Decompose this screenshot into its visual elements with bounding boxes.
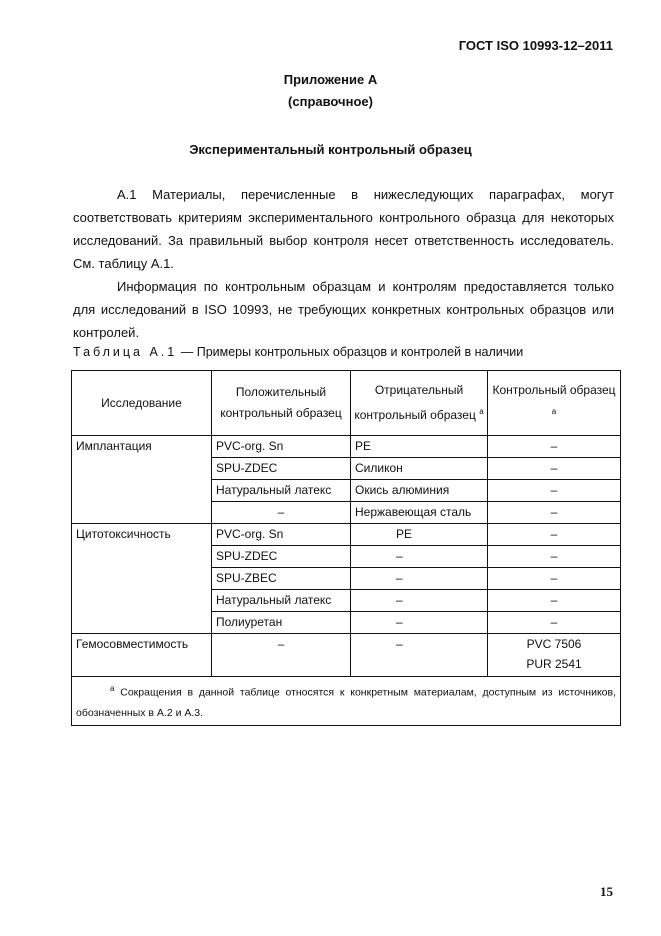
paragraph-a1 — [73, 183, 614, 275]
control-line: PUR 2541 — [526, 657, 582, 671]
cell-negative: Силикон — [351, 458, 488, 480]
cell-positive: – — [212, 502, 351, 524]
table-caption — [73, 345, 523, 359]
header-negative-text: Отрицательный контрольный образец — [354, 383, 476, 422]
cell-control: – — [488, 436, 621, 458]
cell-negative: – — [351, 634, 488, 677]
cell-control: – — [488, 524, 621, 546]
footnote-text: Сокращения в данной таблице относятся к конкретным материалам, доступным из источников, обозначенных в А.2 и А.3. — [76, 686, 616, 719]
study-implantation: Имплантация — [72, 436, 212, 524]
document-standard-header: ГОСТ ISO 10993-12–2011 — [458, 38, 613, 53]
cell-negative: Нержавеющая сталь — [351, 502, 488, 524]
cell-positive: Полиуретан — [212, 612, 351, 634]
header-control — [488, 371, 621, 436]
paragraph-a1-text: А.1 Материалы, перечисленные в нижеследующих параграфах, могут соответствовать критериям экспериментального контрольного образца для некоторых исследований. За правильный выбор контроля несет ответственность исследователь. См. таблицу А.1. — [73, 187, 614, 271]
header-positive: Положительный контрольный образец — [212, 371, 351, 436]
header-negative — [351, 371, 488, 436]
table-footnote-row — [72, 677, 621, 726]
appendix-subtitle: (справочное) — [288, 94, 373, 109]
cell-negative: – — [351, 612, 488, 634]
study-hemocompatibility: Гемосовместимость — [72, 634, 212, 677]
cell-negative: Окись алюминия — [351, 480, 488, 502]
cell-control: – — [488, 590, 621, 612]
cell-positive: SPU-ZBEC — [212, 568, 351, 590]
cell-control: – — [488, 480, 621, 502]
cell-control: – — [488, 612, 621, 634]
section-title: Экспериментальный контрольный образец — [189, 142, 472, 157]
appendix-title: Приложение А — [283, 72, 378, 87]
header-control-text: Контрольный образец — [492, 383, 616, 397]
table-caption-text: — Примеры контрольных образцов и контролей в наличии — [180, 345, 524, 359]
table-caption-label: Таблица А.1 — [73, 345, 178, 359]
cell-positive: – — [212, 634, 351, 677]
cell-control: – — [488, 458, 621, 480]
table-header-row — [72, 371, 621, 436]
cell-positive: SPU-ZDEC — [212, 546, 351, 568]
cell-control: – — [488, 502, 621, 524]
cell-control — [488, 634, 621, 677]
control-line: PVC 7506 — [526, 637, 582, 651]
page-number: 15 — [600, 884, 613, 899]
cell-positive: PVC-org. Sn — [212, 436, 351, 458]
cell-positive: Натуральный латекс — [212, 590, 351, 612]
header-control-note: а — [551, 407, 557, 416]
cell-control: – — [488, 546, 621, 568]
cell-positive: PVC-org. Sn — [212, 524, 351, 546]
header-negative-note: а — [479, 407, 484, 416]
cell-control: – — [488, 568, 621, 590]
table-row — [72, 524, 621, 546]
paragraph-info-text: Информация по контрольным образцам и контролям предоставляется только для исследований в ISO 10993, не требующих конкретных контрольных образцов или контролей. — [73, 279, 614, 340]
study-cytotoxicity: Цитотоксичность — [72, 524, 212, 634]
table-row — [72, 436, 621, 458]
header-study: Исследование — [72, 371, 212, 436]
footnote-mark: а — [110, 684, 115, 693]
cell-negative: PE — [351, 436, 488, 458]
cell-positive: SPU-ZDEC — [212, 458, 351, 480]
cell-negative: PE — [351, 524, 488, 546]
cell-negative: – — [351, 546, 488, 568]
controls-table — [71, 370, 621, 726]
cell-negative: – — [351, 590, 488, 612]
paragraph-info — [73, 275, 614, 344]
table-row — [72, 634, 621, 677]
cell-positive: Натуральный латекс — [212, 480, 351, 502]
cell-negative: – — [351, 568, 488, 590]
table-footnote — [72, 677, 621, 726]
